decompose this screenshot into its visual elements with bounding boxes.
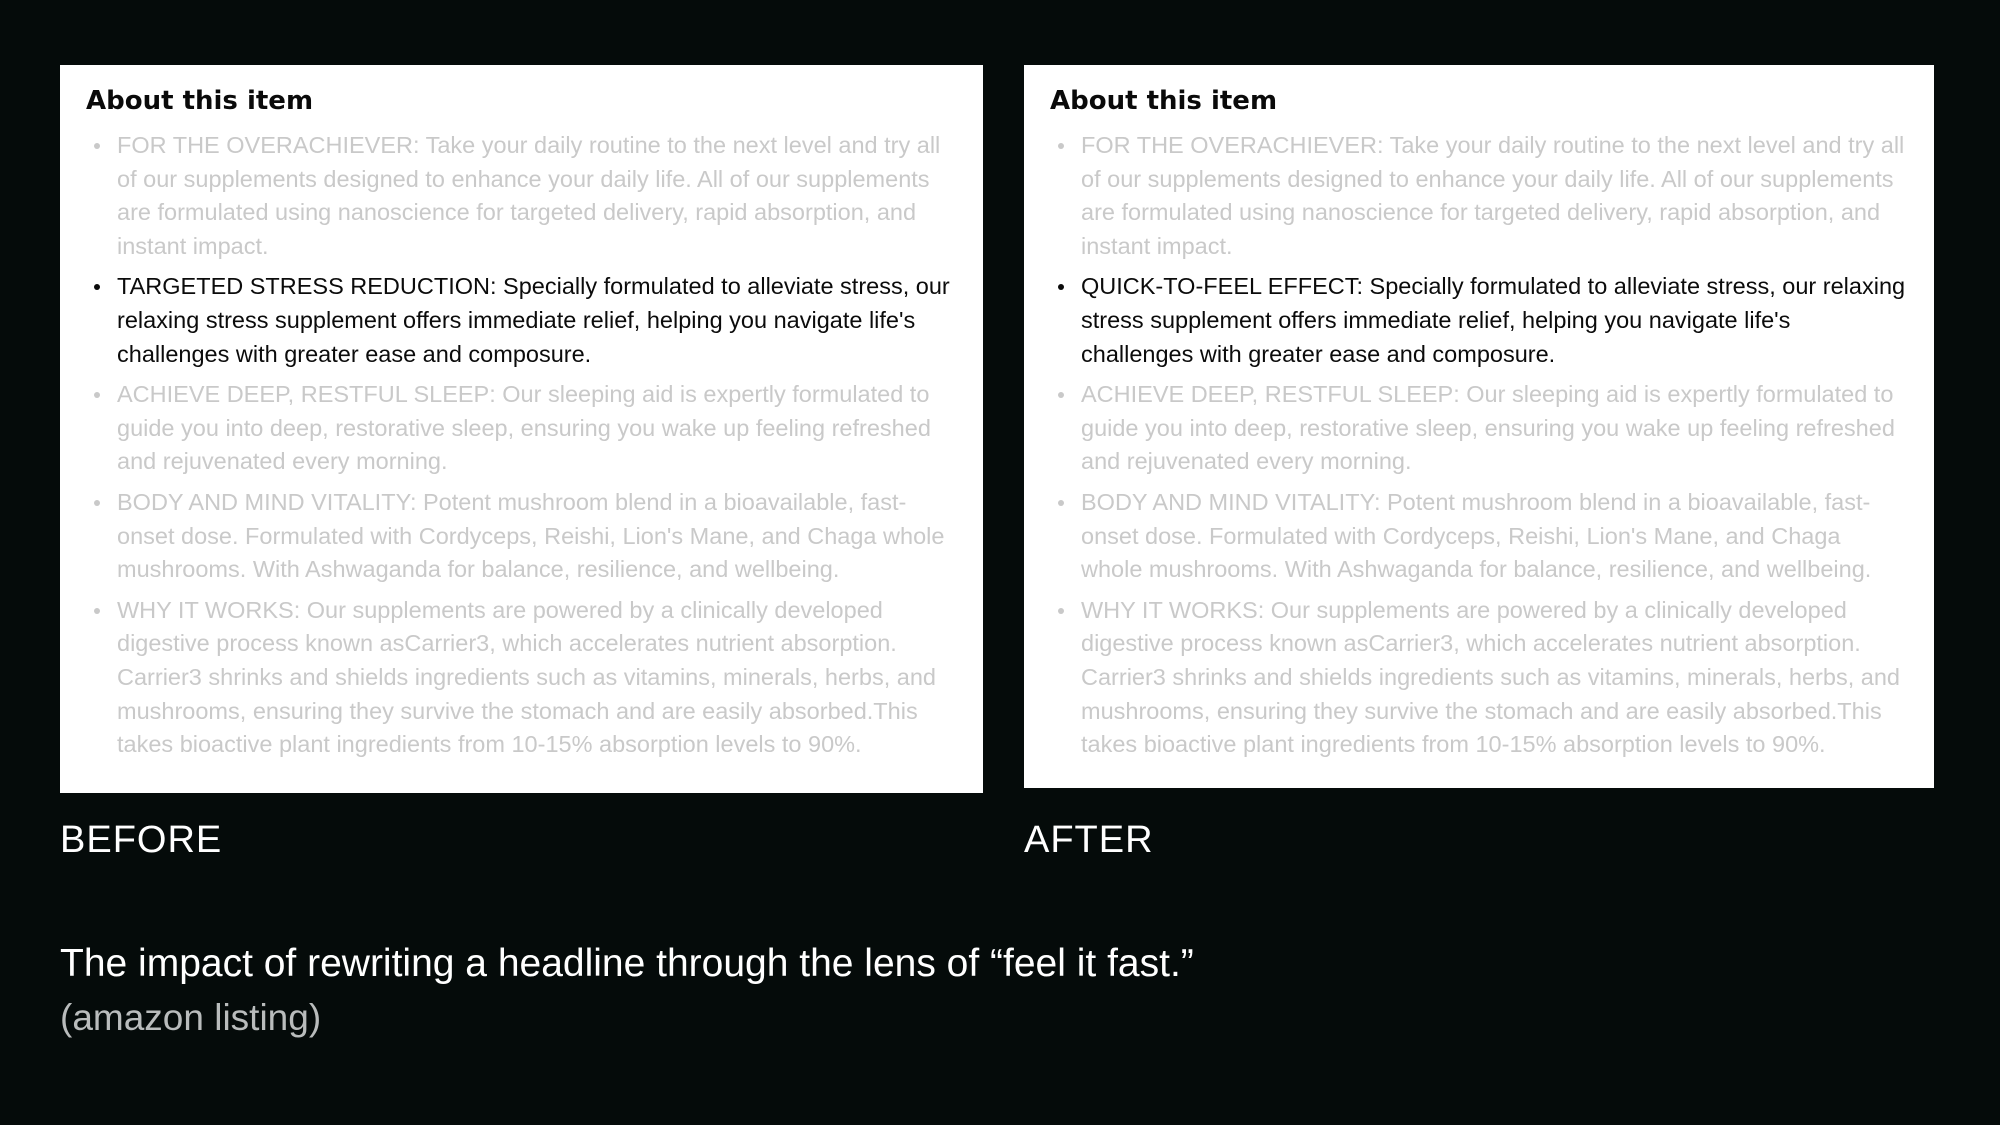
after-listing-panel <box>1024 65 1934 788</box>
bullet-highlighted-headline: TARGETED STRESS REDUCTION: Specially formulated to alleviate stress, our relaxing stress supplement offers immediate relief, helping you navigate life's challenges with greater ease and composure. <box>86 270 957 371</box>
bullet-list <box>86 129 957 762</box>
bullet-why-it-works: WHY IT WORKS: Our supplements are powered by a clinically developed digestive process known asCarrier3, which accelerates nutrient absorption. Carrier3 shrinks and shields ingredients such as vitamins, minerals, herbs, and mushrooms, ensuring they survive the stomach and are easily absorbed.This takes bioactive plant ingredients from 10-15% absorption levels to 90%. <box>1050 594 1908 762</box>
bullet-restful-sleep: ACHIEVE DEEP, RESTFUL SLEEP: Our sleeping aid is expertly formulated to guide you into deep, restorative sleep, ensuring you wake up feeling refreshed and rejuvenated every morning. <box>1050 378 1908 479</box>
bullet-why-it-works: WHY IT WORKS: Our supplements are powered by a clinically developed digestive process known asCarrier3, which accelerates nutrient absorption. Carrier3 shrinks and shields ingredients such as vitamins, minerals, herbs, and mushrooms, ensuring they survive the stomach and are easily absorbed.This takes bioactive plant ingredients from 10-15% absorption levels to 90%. <box>86 594 957 762</box>
caption: The impact of rewriting a headline through the lens of “feel it fast.” <box>60 942 1194 985</box>
before-listing-panel <box>60 65 983 793</box>
before-label: BEFORE <box>60 819 223 861</box>
after-label: AFTER <box>1024 819 1154 861</box>
bullet-vitality: BODY AND MIND VITALITY: Potent mushroom blend in a bioavailable, fast-onset dose. Formulated with Cordyceps, Reishi, Lion's Mane, and Chaga whole mushrooms. With Ashwaganda for balance, resilience, and wellbeing. <box>1050 486 1908 587</box>
subcaption: (amazon listing) <box>60 997 322 1038</box>
bullet-restful-sleep: ACHIEVE DEEP, RESTFUL SLEEP: Our sleeping aid is expertly formulated to guide you into deep, restorative sleep, ensuring you wake up feeling refreshed and rejuvenated every morning. <box>86 378 957 479</box>
bullet-overachiever: FOR THE OVERACHIEVER: Take your daily routine to the next level and try all of our supplements designed to enhance your daily life. All of our supplements are formulated using nanoscience for targeted delivery, rapid absorption, and instant impact. <box>86 129 957 263</box>
bullet-highlighted-headline: QUICK-TO-FEEL EFFECT: Specially formulated to alleviate stress, our relaxing stress supplement offers immediate relief, helping you navigate life's challenges with greater ease and composure. <box>1050 270 1908 371</box>
bullet-overachiever: FOR THE OVERACHIEVER: Take your daily routine to the next level and try all of our supplements designed to enhance your daily life. All of our supplements are formulated using nanoscience for targeted delivery, rapid absorption, and instant impact. <box>1050 129 1908 263</box>
panel-title: About this item <box>1050 86 1278 116</box>
panel-title: About this item <box>86 86 314 116</box>
bullet-vitality: BODY AND MIND VITALITY: Potent mushroom blend in a bioavailable, fast-onset dose. Formulated with Cordyceps, Reishi, Lion's Mane, and Chaga whole mushrooms. With Ashwaganda for balance, resilience, and wellbeing. <box>86 486 957 587</box>
bullet-list <box>1050 129 1908 762</box>
